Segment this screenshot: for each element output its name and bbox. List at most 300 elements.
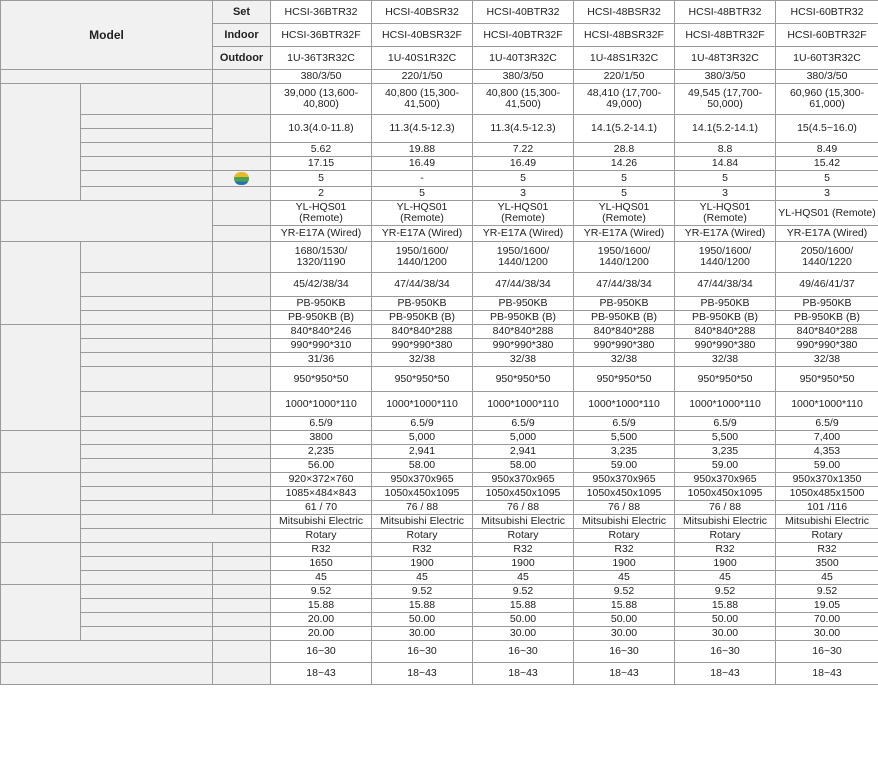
- value-cell: 5,500: [675, 431, 776, 445]
- value-cell: 1650: [271, 557, 372, 571]
- value-cell: 56.00: [271, 459, 372, 473]
- value-cell: 380/3/50: [271, 70, 372, 84]
- spec-row: [1, 515, 878, 529]
- value-cell: 14.1(5.2-14.1): [675, 115, 776, 143]
- value-cell: 380/3/50: [473, 70, 574, 84]
- value-cell: 1950/1600/ 1440/1200: [574, 242, 675, 273]
- value-cell: 380/3/50: [776, 70, 878, 84]
- value-cell: 840*840*288: [574, 325, 675, 339]
- sub-label: [81, 557, 213, 571]
- value-cell: 1950/1600/ 1440/1200: [473, 242, 574, 273]
- value-cell: 59.00: [675, 459, 776, 473]
- value-cell: 5,500: [574, 431, 675, 445]
- value-cell: 5: [372, 187, 473, 201]
- group-label: [1, 641, 213, 663]
- spec-row: [1, 571, 878, 585]
- group-label: [1, 515, 81, 543]
- value-cell: 840*840*246: [271, 325, 372, 339]
- unit-label: [213, 501, 271, 515]
- value-cell: 9.52: [675, 585, 776, 599]
- value-cell: R32: [574, 543, 675, 557]
- unit-label: [213, 171, 271, 187]
- value-cell: 47/44/38/34: [473, 273, 574, 297]
- value-cell: 58.00: [473, 459, 574, 473]
- sub-label: [81, 392, 213, 417]
- value-cell: Rotary: [372, 529, 473, 543]
- outdoor-label: Outdoor: [213, 47, 271, 70]
- value-cell: 2,941: [372, 445, 473, 459]
- value-cell: 76 / 88: [372, 501, 473, 515]
- value-cell: 9.52: [776, 585, 878, 599]
- sub-label: [81, 431, 213, 445]
- value-cell: 31/36: [271, 353, 372, 367]
- sub-label: [81, 115, 213, 129]
- value-cell: 3: [473, 187, 574, 201]
- unit-label: [213, 273, 271, 297]
- outdoor-model: 1U-48T3R32C: [675, 47, 776, 70]
- value-cell: 15(4.5~16.0): [776, 115, 878, 143]
- sub-label: [81, 529, 271, 543]
- value-cell: 19.88: [372, 143, 473, 157]
- spec-row: [1, 663, 878, 685]
- header-set-row: [1, 1, 878, 24]
- value-cell: 990*990*380: [574, 339, 675, 353]
- value-cell: 1900: [473, 557, 574, 571]
- unit-label: [213, 599, 271, 613]
- spec-row: [1, 473, 878, 487]
- energy-label-icon: [234, 172, 249, 185]
- value-cell: 15.88: [574, 599, 675, 613]
- sub-label: [81, 242, 213, 273]
- unit-label: [213, 353, 271, 367]
- value-cell: 16~30: [473, 641, 574, 663]
- value-cell: 1000*1000*110: [473, 392, 574, 417]
- value-cell: 32/38: [372, 353, 473, 367]
- value-cell: 50.00: [675, 613, 776, 627]
- value-cell: 3500: [776, 557, 878, 571]
- sub-label: [81, 157, 213, 171]
- value-cell: 1950/1600/ 1440/1200: [372, 242, 473, 273]
- value-cell: 18~43: [473, 663, 574, 685]
- set-model: HCSI-48BTR32: [675, 1, 776, 24]
- value-cell: 3: [675, 187, 776, 201]
- value-cell: 14.26: [574, 157, 675, 171]
- value-cell: 47/44/38/34: [675, 273, 776, 297]
- sub-label: [81, 473, 213, 487]
- sub-label: [81, 417, 213, 431]
- value-cell: 1950/1600/ 1440/1200: [675, 242, 776, 273]
- unit-label: [213, 226, 271, 242]
- value-cell: 30.00: [372, 627, 473, 641]
- value-cell: 2: [271, 187, 372, 201]
- indoor-model: HCSI-48BSR32F: [574, 24, 675, 47]
- value-cell: 950*950*50: [473, 367, 574, 392]
- sub-label: [81, 445, 213, 459]
- value-cell: 1050x450x1095: [473, 487, 574, 501]
- value-cell: 2,235: [271, 445, 372, 459]
- unit-label: [213, 613, 271, 627]
- value-cell: 950*950*50: [776, 367, 878, 392]
- value-cell: 1900: [372, 557, 473, 571]
- value-cell: 5: [271, 171, 372, 187]
- value-cell: 59.00: [776, 459, 878, 473]
- spec-row: [1, 201, 878, 226]
- value-cell: YR-E17A (Wired): [271, 226, 372, 242]
- value-cell: 1050x450x1095: [574, 487, 675, 501]
- value-cell: 1000*1000*110: [372, 392, 473, 417]
- unit-label: [213, 417, 271, 431]
- value-cell: PB-950KB: [776, 297, 878, 311]
- value-cell: YL-HQS01 (Remote): [675, 201, 776, 226]
- outdoor-model: 1U-36T3R32C: [271, 47, 372, 70]
- value-cell: R32: [776, 543, 878, 557]
- value-cell: PB-950KB (B): [776, 311, 878, 325]
- value-cell: 45: [473, 571, 574, 585]
- value-cell: 950x370x965: [574, 473, 675, 487]
- spec-row: [1, 70, 878, 84]
- value-cell: 3800: [271, 431, 372, 445]
- value-cell: 14.1(5.2-14.1): [574, 115, 675, 143]
- value-cell: 8.49: [776, 143, 878, 157]
- sub-label: [81, 599, 213, 613]
- value-cell: 16~30: [776, 641, 878, 663]
- unit-label: [213, 143, 271, 157]
- spec-row: [1, 599, 878, 613]
- value-cell: 2,941: [473, 445, 574, 459]
- sub-label: [81, 627, 213, 641]
- value-cell: YL-HQS01 (Remote): [271, 201, 372, 226]
- value-cell: 16~30: [675, 641, 776, 663]
- value-cell: 840*840*288: [675, 325, 776, 339]
- value-cell: Mitsubishi Electric: [675, 515, 776, 529]
- sub-label: [81, 367, 213, 392]
- indoor-model: HCSI-48BTR32F: [675, 24, 776, 47]
- value-cell: 920×372×760: [271, 473, 372, 487]
- value-cell: 19.05: [776, 599, 878, 613]
- value-cell: 990*990*380: [473, 339, 574, 353]
- value-cell: 1050x450x1095: [372, 487, 473, 501]
- group-label: [1, 543, 81, 585]
- value-cell: 990*990*380: [372, 339, 473, 353]
- value-cell: 45: [675, 571, 776, 585]
- unit-label: [213, 392, 271, 417]
- value-cell: 950*950*50: [372, 367, 473, 392]
- value-cell: 1900: [574, 557, 675, 571]
- value-cell: 32/38: [675, 353, 776, 367]
- unit-label: [213, 70, 271, 84]
- spec-row: [1, 187, 878, 201]
- sub-label: [81, 171, 213, 187]
- value-cell: 5: [776, 171, 878, 187]
- value-cell: YL-HQS01 (Remote): [372, 201, 473, 226]
- value-cell: Mitsubishi Electric: [776, 515, 878, 529]
- spec-row: [1, 392, 878, 417]
- unit-label: [213, 339, 271, 353]
- value-cell: 5,000: [372, 431, 473, 445]
- value-cell: Mitsubishi Electric: [473, 515, 574, 529]
- sub-label: [81, 84, 213, 115]
- outdoor-model: 1U-40S1R32C: [372, 47, 473, 70]
- value-cell: Rotary: [574, 529, 675, 543]
- value-cell: 1000*1000*110: [574, 392, 675, 417]
- unit-label: [213, 641, 271, 663]
- spec-row: [1, 543, 878, 557]
- value-cell: R32: [271, 543, 372, 557]
- sub-label: [81, 325, 213, 339]
- value-cell: 1000*1000*110: [675, 392, 776, 417]
- value-cell: 32/38: [776, 353, 878, 367]
- spec-row: [1, 273, 878, 297]
- spec-row: [1, 353, 878, 367]
- value-cell: 16~30: [271, 641, 372, 663]
- value-cell: 50.00: [372, 613, 473, 627]
- value-cell: Mitsubishi Electric: [372, 515, 473, 529]
- unit-label: [213, 487, 271, 501]
- spec-row: [1, 459, 878, 473]
- value-cell: 17.15: [271, 157, 372, 171]
- unit-label: [213, 311, 271, 325]
- value-cell: Mitsubishi Electric: [574, 515, 675, 529]
- sub-label: [81, 571, 213, 585]
- sub-label: [81, 339, 213, 353]
- value-cell: YR-E17A (Wired): [372, 226, 473, 242]
- value-cell: 950*950*50: [675, 367, 776, 392]
- indoor-model: HCSI-40BTR32F: [473, 24, 574, 47]
- value-cell: 3: [776, 187, 878, 201]
- value-cell: Rotary: [271, 529, 372, 543]
- value-cell: 18~43: [776, 663, 878, 685]
- value-cell: 6.5/9: [776, 417, 878, 431]
- value-cell: 30.00: [473, 627, 574, 641]
- indoor-label: Indoor: [213, 24, 271, 47]
- value-cell: 45: [271, 571, 372, 585]
- unit-label: [213, 543, 271, 557]
- value-cell: YR-E17A (Wired): [574, 226, 675, 242]
- group-label: [1, 201, 213, 242]
- value-cell: 40,800 (15,300-41,500): [473, 84, 574, 115]
- value-cell: YR-E17A (Wired): [675, 226, 776, 242]
- value-cell: 32/38: [473, 353, 574, 367]
- value-cell: 1050x485x1500: [776, 487, 878, 501]
- value-cell: PB-950KB (B): [271, 311, 372, 325]
- spec-row: [1, 557, 878, 571]
- set-model: HCSI-36BTR32: [271, 1, 372, 24]
- group-label: [1, 70, 213, 84]
- outdoor-model: 1U-40T3R32C: [473, 47, 574, 70]
- value-cell: 32/38: [574, 353, 675, 367]
- set-label: Set: [213, 1, 271, 24]
- unit-label: [213, 187, 271, 201]
- group-label: [1, 473, 81, 515]
- value-cell: 950x370x965: [473, 473, 574, 487]
- value-cell: 16~30: [574, 641, 675, 663]
- unit-label: [213, 627, 271, 641]
- indoor-model: HCSI-36BTR32F: [271, 24, 372, 47]
- group-label: [1, 325, 81, 431]
- unit-label: [213, 557, 271, 571]
- value-cell: 49,545 (17,700-50,000): [675, 84, 776, 115]
- value-cell: 18~43: [675, 663, 776, 685]
- value-cell: 8.8: [675, 143, 776, 157]
- value-cell: 1000*1000*110: [776, 392, 878, 417]
- value-cell: 2050/1600/ 1440/1220: [776, 242, 878, 273]
- spec-row: [1, 115, 878, 129]
- value-cell: 20.00: [271, 627, 372, 641]
- value-cell: 1680/1530/ 1320/1190: [271, 242, 372, 273]
- value-cell: 39,000 (13,600-40,800): [271, 84, 372, 115]
- value-cell: Mitsubishi Electric: [271, 515, 372, 529]
- value-cell: 6.5/9: [271, 417, 372, 431]
- value-cell: Rotary: [776, 529, 878, 543]
- unit-label: [213, 84, 271, 115]
- value-cell: 11.3(4.5-12.3): [372, 115, 473, 143]
- value-cell: 220/1/50: [372, 70, 473, 84]
- value-cell: 9.52: [271, 585, 372, 599]
- spec-row: [1, 297, 878, 311]
- value-cell: YR-E17A (Wired): [473, 226, 574, 242]
- value-cell: 840*840*288: [776, 325, 878, 339]
- value-cell: 30.00: [776, 627, 878, 641]
- value-cell: 5: [574, 171, 675, 187]
- value-cell: 6.5/9: [675, 417, 776, 431]
- sub-label: [81, 129, 213, 143]
- value-cell: 11.3(4.5-12.3): [473, 115, 574, 143]
- value-cell: 70.00: [776, 613, 878, 627]
- value-cell: Rotary: [473, 529, 574, 543]
- group-label: [1, 84, 81, 201]
- value-cell: 18~43: [574, 663, 675, 685]
- value-cell: 990*990*310: [271, 339, 372, 353]
- spec-row: [1, 143, 878, 157]
- value-cell: 950x370x1350: [776, 473, 878, 487]
- unit-label: [213, 445, 271, 459]
- value-cell: 5: [675, 171, 776, 187]
- value-cell: 45: [776, 571, 878, 585]
- value-cell: 30.00: [574, 627, 675, 641]
- value-cell: 1000*1000*110: [271, 392, 372, 417]
- spec-row: [1, 339, 878, 353]
- unit-label: [213, 201, 271, 226]
- value-cell: 950*950*50: [271, 367, 372, 392]
- value-cell: PB-950KB (B): [372, 311, 473, 325]
- unit-label: [213, 663, 271, 685]
- value-cell: 49/46/41/37: [776, 273, 878, 297]
- unit-label: [213, 585, 271, 599]
- value-cell: 1085×484×843: [271, 487, 372, 501]
- value-cell: 47/44/38/34: [372, 273, 473, 297]
- spec-row: [1, 157, 878, 171]
- value-cell: 20.00: [271, 613, 372, 627]
- value-cell: YL-HQS01 (Remote): [574, 201, 675, 226]
- value-cell: 50.00: [574, 613, 675, 627]
- value-cell: 76 / 88: [574, 501, 675, 515]
- value-cell: 5: [473, 171, 574, 187]
- value-cell: 4,353: [776, 445, 878, 459]
- value-cell: 5,000: [473, 431, 574, 445]
- unit-label: [213, 367, 271, 392]
- value-cell: 76 / 88: [675, 501, 776, 515]
- value-cell: 16~30: [372, 641, 473, 663]
- value-cell: 990*990*380: [675, 339, 776, 353]
- set-model: HCSI-48BSR32: [574, 1, 675, 24]
- sub-label: [81, 311, 213, 325]
- spec-row: [1, 325, 878, 339]
- unit-label: [213, 157, 271, 171]
- value-cell: 18~43: [372, 663, 473, 685]
- set-model: HCSI-60BTR32: [776, 1, 878, 24]
- sub-label: [81, 585, 213, 599]
- value-cell: 47/44/38/34: [574, 273, 675, 297]
- value-cell: YL-HQS01 (Remote): [473, 201, 574, 226]
- spec-row: [1, 613, 878, 627]
- spec-row: [1, 529, 878, 543]
- value-cell: PB-950KB (B): [574, 311, 675, 325]
- value-cell: R32: [372, 543, 473, 557]
- sub-label: [81, 143, 213, 157]
- sub-label: [81, 297, 213, 311]
- indoor-model: HCSI-40BSR32F: [372, 24, 473, 47]
- sub-label: [81, 187, 213, 201]
- unit-label: [213, 473, 271, 487]
- outdoor-model: 1U-60T3R32C: [776, 47, 878, 70]
- value-cell: 61 / 70: [271, 501, 372, 515]
- value-cell: 380/3/50: [675, 70, 776, 84]
- value-cell: PB-950KB: [574, 297, 675, 311]
- spec-row: [1, 171, 878, 187]
- value-cell: PB-950KB: [675, 297, 776, 311]
- set-model: HCSI-40BTR32: [473, 1, 574, 24]
- value-cell: 58.00: [372, 459, 473, 473]
- set-model: HCSI-40BSR32: [372, 1, 473, 24]
- spec-row: [1, 627, 878, 641]
- value-cell: 16.49: [372, 157, 473, 171]
- value-cell: 840*840*288: [372, 325, 473, 339]
- value-cell: PB-950KB: [473, 297, 574, 311]
- value-cell: PB-950KB (B): [675, 311, 776, 325]
- spec-row: [1, 431, 878, 445]
- value-cell: 76 / 88: [473, 501, 574, 515]
- value-cell: PB-950KB: [271, 297, 372, 311]
- value-cell: YL-HQS01 (Remote): [776, 201, 878, 226]
- spec-row: [1, 84, 878, 115]
- value-cell: 101 /116: [776, 501, 878, 515]
- value-cell: 9.52: [372, 585, 473, 599]
- unit-label: [213, 115, 271, 143]
- model-header: Model: [1, 1, 213, 70]
- sub-label: [81, 501, 213, 515]
- value-cell: 14.84: [675, 157, 776, 171]
- value-cell: 6.5/9: [473, 417, 574, 431]
- sub-label: [81, 353, 213, 367]
- unit-label: [213, 431, 271, 445]
- value-cell: PB-950KB: [372, 297, 473, 311]
- value-cell: 59.00: [574, 459, 675, 473]
- spec-row: [1, 641, 878, 663]
- value-cell: 50.00: [473, 613, 574, 627]
- value-cell: 45: [372, 571, 473, 585]
- group-label: [1, 242, 81, 325]
- value-cell: R32: [675, 543, 776, 557]
- value-cell: 950*950*50: [574, 367, 675, 392]
- value-cell: 5.62: [271, 143, 372, 157]
- value-cell: 40,800 (15,300-41,500): [372, 84, 473, 115]
- value-cell: -: [372, 171, 473, 187]
- value-cell: 6.5/9: [372, 417, 473, 431]
- value-cell: Rotary: [675, 529, 776, 543]
- value-cell: 28.8: [574, 143, 675, 157]
- value-cell: 18~43: [271, 663, 372, 685]
- group-label: [1, 585, 81, 641]
